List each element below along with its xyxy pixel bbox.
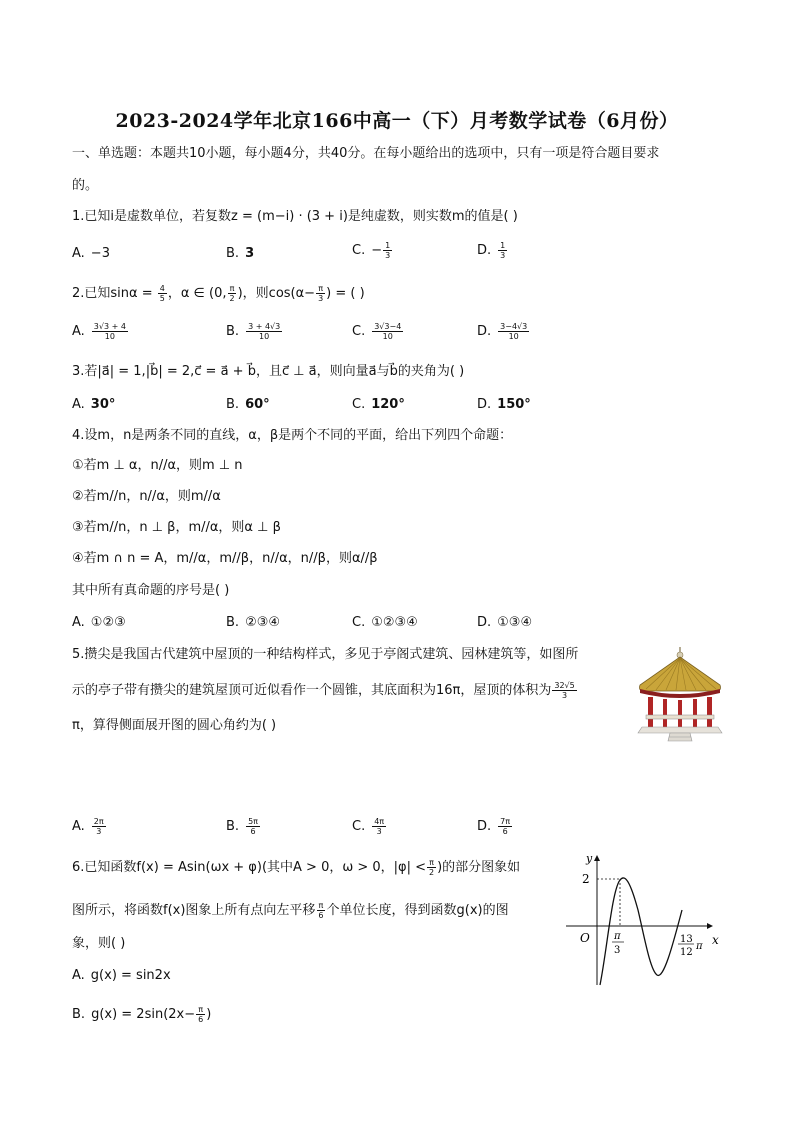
option-fraction — [498, 817, 512, 836]
option-fraction — [92, 322, 128, 341]
option-label: D. — [477, 819, 492, 834]
option-label: B. — [72, 1007, 86, 1022]
q6-stem-line2 — [72, 901, 509, 920]
fraction-denominator: 6 — [198, 1015, 204, 1024]
option-label: C. — [352, 615, 366, 630]
q1-stem: 1.已知i是虚数单位，若复数z = (m−i) · (3 + i)是纯虚数，则实数m的值是( ) — [72, 209, 518, 224]
option-label: A. — [72, 324, 85, 339]
option-fraction — [383, 241, 392, 260]
fraction-numerator: 2π — [93, 817, 104, 826]
q1-option-b — [226, 245, 254, 263]
fraction-denominator: 6 — [318, 911, 324, 920]
option-label: B. — [226, 324, 240, 339]
fraction-numerator: π — [429, 858, 434, 867]
q5-option-d — [477, 817, 513, 836]
q2-option-a — [72, 322, 129, 341]
option-label: C. — [352, 243, 366, 258]
fraction-numerator: π — [318, 284, 324, 293]
option-value: 3 — [245, 246, 255, 261]
q2-stem-part: ，α ∈ (0, — [167, 286, 227, 301]
option-fraction — [92, 817, 106, 836]
option-sign: − — [371, 243, 383, 258]
q4-proposition-1: ①若m ⊥ α，n//α，则m ⊥ n — [72, 458, 243, 473]
tick-13pi12-pi: π — [696, 941, 703, 952]
q6-stem-part: 6.已知函数f(x) = Asin(ωx + φ)(其中A > 0，ω > 0，|φ| < — [72, 860, 427, 875]
q3-option-a — [72, 396, 115, 414]
option-value: 120° — [371, 397, 405, 412]
option-value: ①②③④ — [371, 615, 418, 630]
q5-option-c — [352, 817, 387, 836]
option-value: ) — [206, 1007, 212, 1022]
q4-option-c — [352, 614, 418, 632]
fraction-denominator: 2 — [429, 868, 435, 877]
function-graph — [562, 850, 722, 990]
fraction-numerator: 3√3−4 — [374, 322, 402, 331]
q3-option-c — [352, 396, 405, 414]
tick-pi3-numerator: π — [614, 931, 621, 942]
option-label: A. — [72, 615, 85, 630]
fraction-denominator: 6 — [502, 827, 508, 836]
q2-stem-fraction — [158, 284, 167, 303]
fraction-numerator: π — [198, 1005, 204, 1014]
option-value: 60° — [245, 397, 270, 412]
q4-stem: 4.设m，n是两条不同的直线，α，β是两个不同的平面，给出下列四个命题： — [72, 428, 513, 443]
option-label: D. — [477, 397, 492, 412]
option-label: D. — [477, 324, 492, 339]
q2-stem-part: )，则cos(α− — [237, 286, 316, 301]
option-value: g(x) = 2sin(2x− — [91, 1007, 196, 1022]
fraction-numerator: 3−4√3 — [500, 322, 528, 331]
fraction-numerator: 5π — [248, 817, 258, 826]
option-fraction — [246, 322, 282, 341]
tick-13pi12-numerator: 13 — [680, 934, 693, 945]
fraction-denominator: 3 — [500, 251, 506, 260]
option-value: −3 — [90, 246, 110, 261]
q3-option-b — [226, 396, 270, 414]
q5-volume-fraction — [552, 681, 576, 700]
q4-option-d — [477, 614, 532, 632]
option-value: 30° — [90, 397, 116, 412]
option-fraction — [372, 817, 386, 836]
fraction-numerator: 4π — [374, 817, 385, 826]
fraction-denominator: 10 — [382, 332, 393, 341]
option-value: ①②③ — [90, 615, 126, 630]
section-heading-line1: 一、单选题：本题共10小题，每小题4分，共40分。在每小题给出的选项中，只有一项是符合题目要求 — [72, 146, 660, 161]
q5-stem-line1: 5.攒尖是我国古代建筑中屋顶的一种结构样式，多见于亭阁式建筑、园林建筑等，如图所 — [72, 647, 579, 662]
fraction-denominator: 5 — [159, 294, 165, 303]
option-label: D. — [477, 243, 492, 258]
pavilion-image — [636, 645, 724, 743]
option-label: B. — [226, 397, 240, 412]
fraction-denominator: 3 — [318, 294, 324, 303]
fraction-denominator: 10 — [104, 332, 115, 341]
fraction-denominator: 3 — [562, 691, 568, 700]
q5-option-b — [226, 817, 261, 836]
option-fraction — [246, 817, 260, 836]
q2-stem-part: ) = ( ) — [326, 286, 365, 301]
tick-13pi12-denominator: 12 — [680, 947, 693, 958]
q2-option-d — [477, 322, 530, 341]
option-label: C. — [352, 397, 366, 412]
option-label: B. — [226, 246, 240, 261]
q6-stem-part: 个单位长度，得到函数g(x)的图 — [326, 903, 509, 918]
q4-option-a — [72, 614, 126, 632]
q5-stem-part: 示的亭子带有攒尖的建筑屋顶可近似看作一个圆锥，其底面积为16π，屋顶的体积为 — [72, 683, 552, 698]
x-axis-label: x — [712, 933, 719, 947]
option-fraction — [498, 322, 529, 341]
fraction-numerator: 3√3 + 4 — [93, 322, 126, 331]
fraction-denominator: 6 — [250, 827, 256, 836]
option-value: 150° — [497, 397, 531, 412]
q6-stem-fraction — [427, 858, 436, 877]
sine-curve — [600, 878, 682, 985]
page-title: 2023-2024学年北京166中高一（下）月考数学试卷（6月份） — [115, 110, 679, 132]
fraction-numerator: 32√5 — [554, 681, 575, 690]
q3-stem: 3.若|a⃗| = 1,|b⃗| = 2,c⃗ = a⃗ + b⃗，且c⃗ ⊥ a⃗，则向量a⃗与b⃗的夹角为( ) — [72, 364, 465, 379]
fraction-denominator: 10 — [259, 332, 270, 341]
option-fraction — [196, 1005, 205, 1024]
option-label: B. — [226, 615, 240, 630]
q6-option-a — [72, 967, 171, 985]
q6-stem-line1 — [72, 858, 520, 877]
option-label: B. — [226, 819, 240, 834]
option-label: A. — [72, 246, 85, 261]
fraction-denominator: 2 — [229, 294, 235, 303]
option-label: C. — [352, 324, 366, 339]
q1-option-a — [72, 245, 110, 263]
fraction-denominator: 3 — [376, 827, 382, 836]
option-value: g(x) = sin2x — [90, 968, 171, 983]
fraction-numerator: 1 — [385, 241, 391, 250]
section-heading-line2: 的。 — [72, 178, 99, 193]
q2-option-b — [226, 322, 283, 341]
option-label: A. — [72, 397, 85, 412]
q6-stem-part: )的部分图象如 — [437, 860, 521, 875]
tick-pi3-denominator: 3 — [614, 945, 621, 956]
option-fraction — [498, 241, 507, 260]
q5-stem-line3: π，算得侧面展开图的圆心角约为( ) — [72, 718, 277, 733]
q2-stem-fraction — [228, 284, 237, 303]
option-label: A. — [72, 819, 85, 834]
q4-option-b — [226, 614, 280, 632]
q6-stem-part: 图所示，将函数f(x)图象上所有点向左平移 — [72, 903, 316, 918]
y-axis-label: y — [586, 852, 593, 865]
q1-option-d — [477, 241, 508, 260]
q4-proposition-2: ②若m//n，n//α，则m//α — [72, 489, 221, 504]
q5-stem-line2 — [72, 681, 578, 700]
q4-question: 其中所有真命题的序号是( ) — [72, 583, 230, 598]
max-value-label: 2 — [582, 872, 590, 886]
q2-option-c — [352, 322, 404, 341]
fraction-numerator: 4 — [159, 284, 165, 293]
option-fraction — [372, 322, 403, 341]
origin-label: O — [580, 931, 590, 945]
q6-stem-fraction — [316, 901, 325, 920]
fraction-numerator: π — [318, 901, 324, 910]
q3-option-d — [477, 396, 531, 414]
fraction-numerator: π — [229, 284, 235, 293]
q2-stem — [72, 284, 365, 303]
option-label: D. — [477, 615, 492, 630]
fraction-numerator: 3 + 4√3 — [248, 322, 281, 331]
option-value: ①③④ — [497, 615, 533, 630]
fraction-denominator: 3 — [385, 251, 391, 260]
q4-proposition-3: ③若m//n，n ⊥ β，m//α，则α ⊥ β — [72, 520, 281, 535]
option-label: A. — [72, 968, 85, 983]
q6-option-b — [72, 1005, 211, 1024]
fraction-numerator: 7π — [500, 817, 511, 826]
option-label: C. — [352, 819, 366, 834]
fraction-denominator: 3 — [96, 827, 102, 836]
q2-stem-fraction — [316, 284, 325, 303]
option-value: ②③④ — [245, 615, 281, 630]
q5-option-a — [72, 817, 107, 836]
q2-stem-part: 2.已知sinα = — [72, 286, 153, 301]
q1-option-c — [352, 241, 393, 260]
fraction-denominator: 10 — [508, 332, 519, 341]
q4-proposition-4: ④若m ∩ n = A，m//α，m//β，n//α，n//β，则α//β — [72, 551, 378, 566]
q6-stem-line3: 象，则( ) — [72, 936, 126, 951]
fraction-numerator: 1 — [500, 241, 506, 250]
